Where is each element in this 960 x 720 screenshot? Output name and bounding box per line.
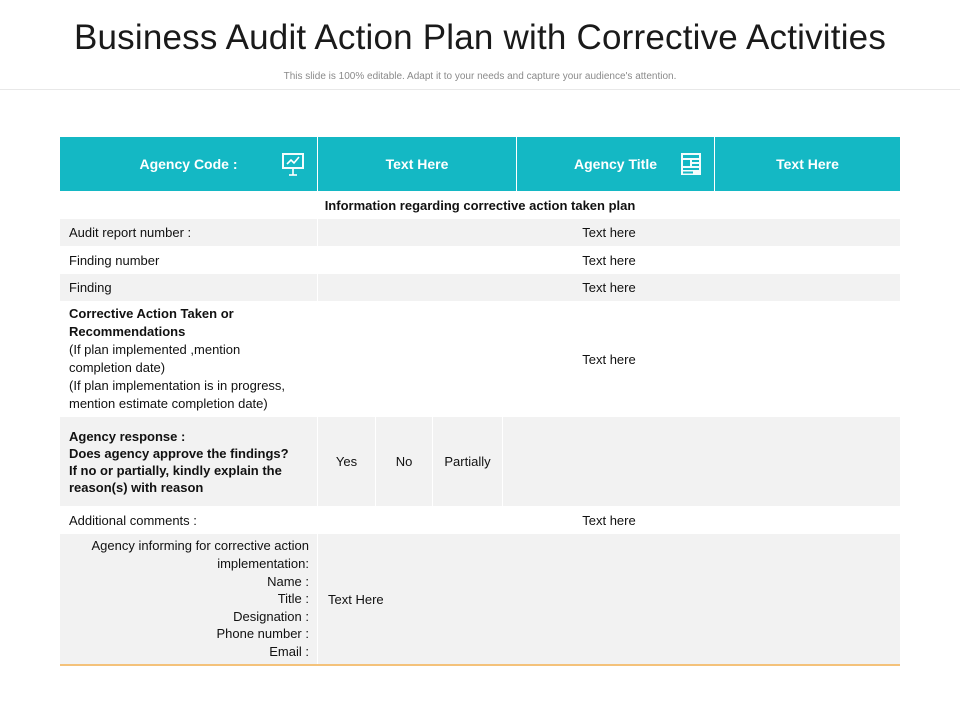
agency-title-value: Text Here [776,156,839,172]
table-row [60,246,900,274]
table-header-row [60,137,900,191]
audit-action-plan-table [60,137,900,666]
document-form-icon [679,151,703,180]
agency-informing-email: Email : [269,643,309,659]
table-row [60,417,900,506]
finding-value: Text here [582,280,636,295]
agency-title-label: Agency Title [574,156,657,172]
section-heading: Information regarding corrective action taken plan [324,197,636,213]
agency-response-line-3: If no or partially, kindly explain the [69,462,282,478]
table-row [60,534,900,664]
agency-response-line-1: Agency response : [69,428,186,444]
agency-informing-value: Text Here [328,591,384,607]
agency-informing-phone: Phone number : [216,626,309,642]
response-option-yes: Yes [318,417,376,506]
finding-number-value: Text here [582,252,636,268]
slide-subtitle: This slide is 100% editable. Adapt it to your needs and capture your audience's attention. [283,71,677,82]
corrective-action-title-1: Corrective Action Taken or [69,306,234,321]
table-row [60,219,900,246]
table-row [60,301,900,417]
agency-informing-line: implementation: [217,556,309,572]
agency-informing-line: Agency informing for corrective action [91,538,309,554]
agency-response-line-4: reason(s) with reason [69,479,204,495]
corrective-action-note-4: mention estimate completion date) [69,396,268,411]
response-explanation-cell [503,417,900,506]
finding-label: Finding [60,274,318,301]
finding-number-label: Finding number [60,246,318,274]
corrective-action-title-2: Recommendations [69,324,186,339]
agency-title-header [517,137,715,191]
response-option-partially: Partially [433,417,503,506]
agency-code-header [60,137,318,191]
slide-title: Business Audit Action Plan with Corrective Activities [73,18,887,57]
agency-code-label: Agency Code : [139,156,238,172]
title-divider [0,89,960,90]
corrective-action-label [60,301,318,417]
agency-informing-designation: Designation : [233,608,309,624]
audit-report-value: Text here [582,225,636,240]
section-heading-row [60,191,900,219]
agency-response-label [60,417,318,506]
response-option-no: No [376,417,433,506]
additional-comments-label: Additional comments : [60,506,318,534]
agency-informing-label [60,534,318,664]
agency-informing-name: Name : [267,573,309,589]
corrective-action-note-1: (If plan implemented ,mention [69,342,241,357]
additional-comments-value: Text here [582,512,636,528]
table-row [60,274,900,301]
corrective-action-value: Text here [582,351,636,367]
audit-report-label: Audit report number : [60,219,318,246]
agency-informing-title: Title : [277,591,309,607]
corrective-action-note-3: (If plan implementation is in progress, [69,378,286,393]
presentation-board-icon [280,151,306,180]
corrective-action-note-2: completion date) [69,360,166,375]
agency-code-value: Text Here [318,137,517,191]
agency-response-line-2: Does agency approve the findings? [69,445,289,461]
table-row [60,506,900,534]
